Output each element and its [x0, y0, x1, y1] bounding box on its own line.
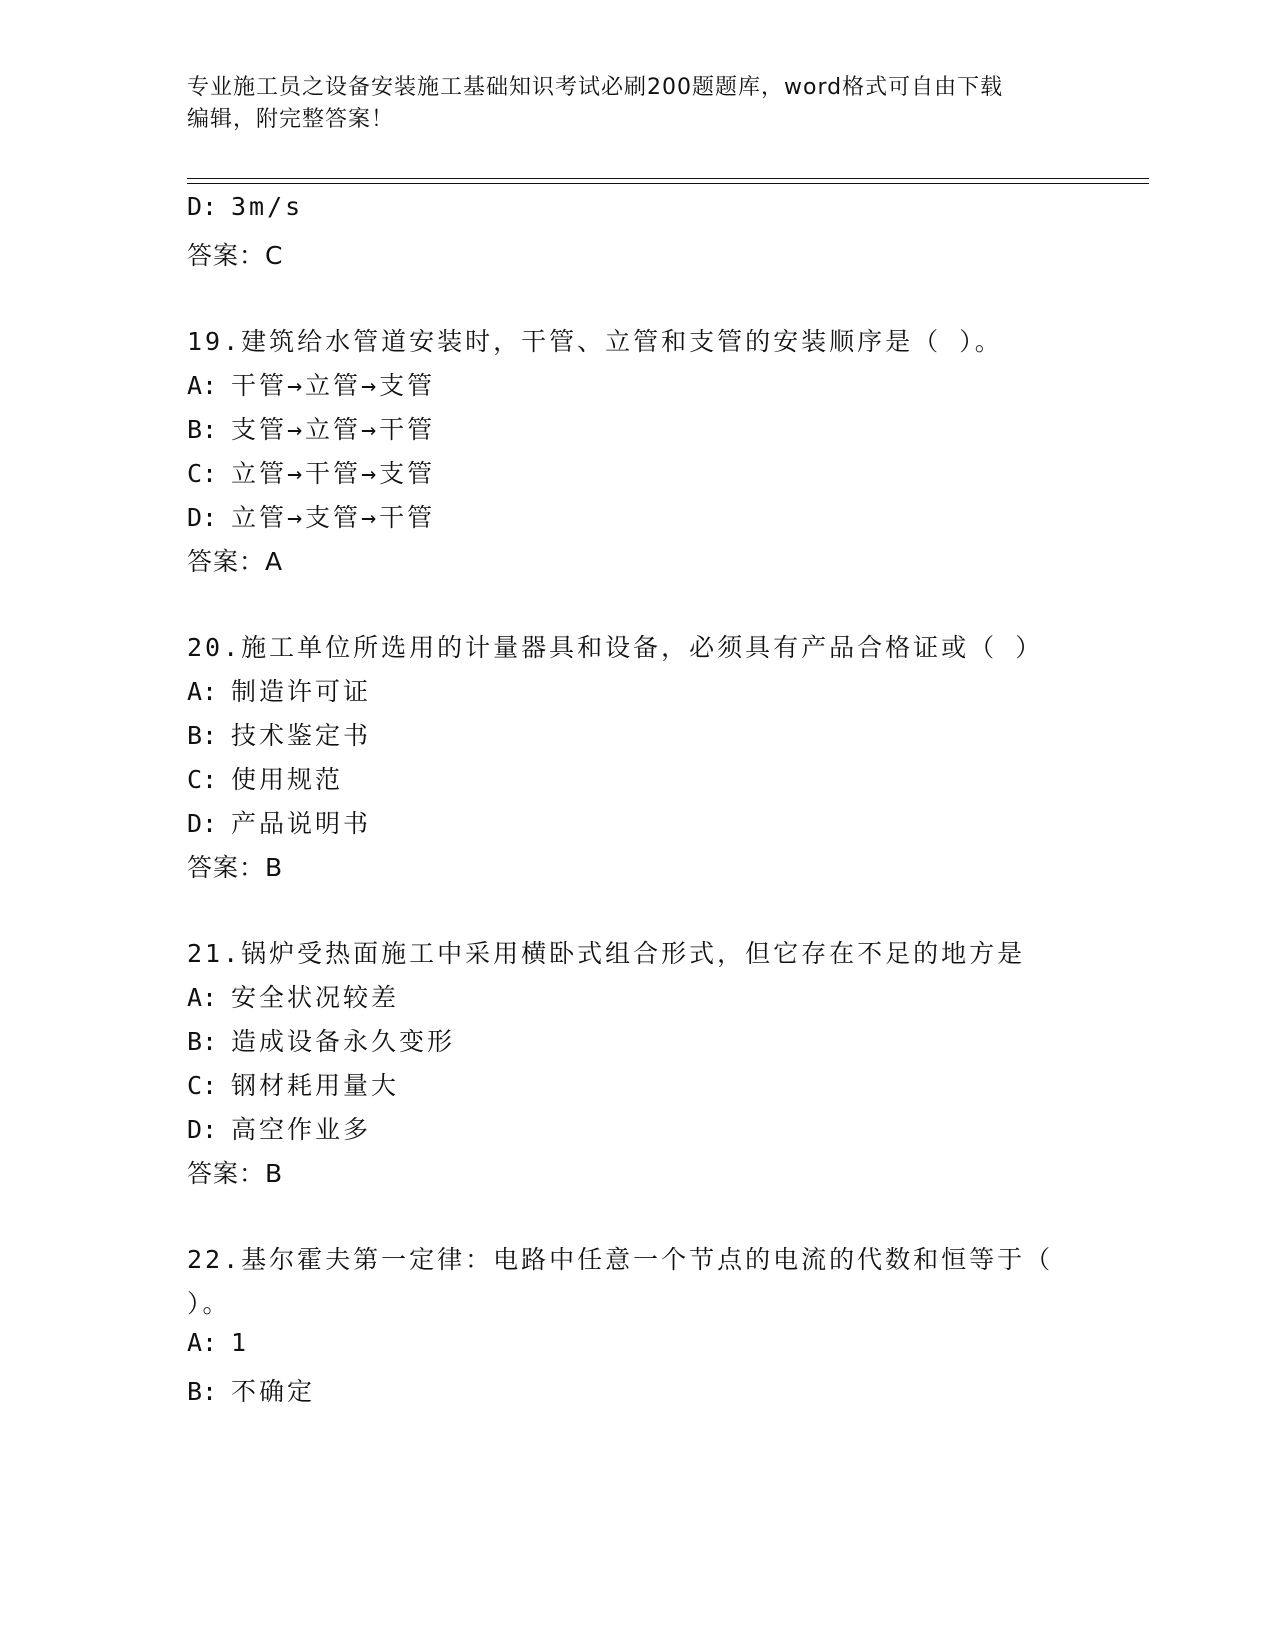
option-key: D: [187, 809, 218, 838]
option-key: D: [187, 503, 218, 532]
option-key: B: [187, 1377, 218, 1406]
option-text: 造成设备永久变形 [231, 1027, 456, 1056]
option-text: 制造许可证 [231, 677, 372, 706]
option-text: 产品说明书 [231, 809, 372, 838]
question-21-option-d [187, 1110, 371, 1146]
question-21-text: 21.锅炉受热面施工中采用横卧式组合形式，但它存在不足的地方是 [187, 939, 1026, 968]
option-key: D: [187, 192, 218, 221]
option-text: 使用规范 [231, 765, 344, 794]
header-divider-bottom [187, 183, 1149, 184]
question-22-option-b [187, 1372, 315, 1408]
option-key: A: [187, 1328, 218, 1357]
option-text: 干管→立管→支管 [231, 371, 436, 400]
answer-prev: 答案：C [187, 241, 284, 270]
option-key: C: [187, 765, 218, 794]
question-19-option-a [187, 366, 435, 402]
question-20-option-a [187, 672, 371, 708]
question-21-option-b [187, 1022, 455, 1058]
question-19-answer: 答案：A [187, 547, 284, 576]
question-19-option-b [187, 410, 435, 446]
header-title-line-1: 专业施工员之设备安装施工基础知识考试必刷200题题库，word格式可自由下载 [187, 75, 1004, 100]
option-key: A: [187, 371, 218, 400]
question-21-option-a [187, 978, 399, 1014]
option-key: B: [187, 1027, 218, 1056]
header-divider-top [187, 178, 1149, 179]
document-header [187, 72, 1087, 136]
option-key: C: [187, 1071, 218, 1100]
question-22-option-a [187, 1328, 249, 1357]
option-text: 钢材耗用量大 [231, 1071, 400, 1100]
option-text: 立管→干管→支管 [231, 459, 436, 488]
option-text: 不确定 [231, 1377, 316, 1406]
option-text: 3m/s [231, 192, 304, 221]
question-19-option-d [187, 498, 435, 534]
option-text: 支管→立管→干管 [231, 415, 436, 444]
option-key: A: [187, 983, 218, 1012]
question-20-option-b [187, 716, 371, 752]
option-text: 1 [231, 1328, 250, 1357]
option-text: 高空作业多 [231, 1115, 372, 1144]
question-21-option-c [187, 1066, 399, 1102]
question-22-text-line-1: 22.基尔霍夫第一定律：电路中任意一个节点的电流的代数和恒等于（ [187, 1245, 1054, 1274]
question-19-option-c [187, 454, 435, 490]
question-20-option-d [187, 804, 371, 840]
option-text: 技术鉴定书 [231, 721, 372, 750]
option-d-prev [187, 192, 303, 221]
question-20-option-c [187, 760, 343, 796]
question-19-text: 19.建筑给水管道安装时，干管、立管和支管的安装顺序是（ ）。 [187, 327, 1003, 356]
option-key: B: [187, 415, 218, 444]
question-20-answer: 答案：B [187, 853, 284, 882]
question-21-answer: 答案：B [187, 1159, 284, 1188]
option-key: A: [187, 677, 218, 706]
option-key: D: [187, 1115, 218, 1144]
question-20-text: 20.施工单位所选用的计量器具和设备，必须具有产品合格证或（ ） [187, 633, 1044, 662]
header-title-line-2: 编辑，附完整答案！ [187, 107, 395, 132]
option-text: 安全状况较差 [231, 983, 400, 1012]
option-key: B: [187, 721, 218, 750]
option-key: C: [187, 459, 218, 488]
question-22-text-line-2: ）。 [187, 1289, 231, 1318]
option-text: 立管→支管→干管 [231, 503, 436, 532]
